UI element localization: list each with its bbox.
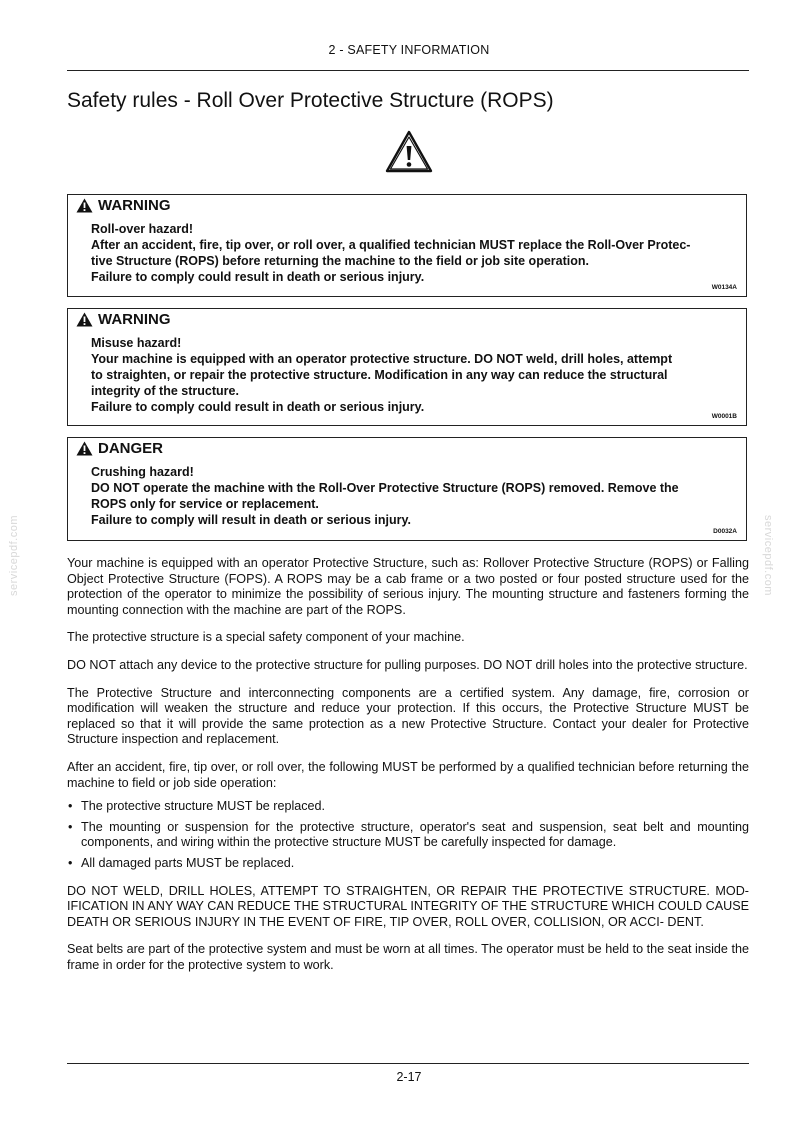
warning-box-rollover: [67, 194, 747, 297]
hazard-text-line: ROPS only for service or replacement.: [91, 497, 319, 511]
hazard-triangle-exclamation-icon: [384, 129, 434, 174]
hazard-heading: WARNING: [98, 197, 171, 214]
hazard-type: Roll-over hazard!: [91, 222, 194, 236]
bullet-icon: •: [68, 855, 73, 870]
danger-box-crushing: [67, 437, 747, 541]
alert-triangle-icon: [76, 441, 93, 456]
hazard-code: W0134A: [711, 284, 737, 291]
hazard-code: W0001B: [711, 413, 737, 420]
alert-triangle-icon: [76, 198, 93, 213]
hazard-consequence: Failure to comply will result in death or serious injury.: [91, 513, 411, 527]
paragraph: After an accident, fire, tip over, or roll over, the following MUST be performed by a qualified technician before returning the machine to field or job side operation:: [67, 759, 749, 790]
paragraph: Your machine is equipped with an operator Protective Structure, such as: Rollover Protective Structure (ROPS) or Falling Object Protective Structure (FOPS). A ROPS may be a cab frame or a two posted or four posted structure used for the protection of the operator to minimize the possibility of serious injury. The mounting structure and fasteners forming the mounting connection with the machine are part of the ROPS.: [67, 556, 749, 617]
list-item: • The protective structure MUST be replaced.: [68, 799, 326, 814]
header-rule: [67, 70, 749, 71]
hazard-text-line: integrity of the structure.: [91, 384, 239, 398]
paragraph: DO NOT attach any device to the protective structure for pulling purposes. DO NOT drill holes into the protective structure.: [67, 657, 748, 672]
watermark-right: servicepdf.com: [762, 515, 774, 596]
paragraph-caps-warning: DO NOT WELD, DRILL HOLES, ATTEMPT TO STRAIGHTEN, OR REPAIR THE PROTECTIVE STRUCTURE. MOD- IFICATION IN ANY WAY CAN REDUCE THE STRUCTURAL INTEGRITY OF THE STRUCTURE WHICH COULD CAUSE DEATH OR SERIOUS INJURY IN THE EVENT OF FIRE, TIP OVER, ROLL OVER, COLLISION, OR ACCI- DENT.: [67, 883, 749, 929]
bullet-list: [67, 799, 749, 871]
page-title: Safety rules - Roll Over Protective Structure (ROPS): [67, 89, 554, 112]
body-content: [67, 556, 749, 985]
watermark-left: servicepdf.com: [8, 515, 20, 596]
hazard-consequence: Failure to comply could result in death or serious injury.: [91, 400, 425, 414]
hazard-code: D0032A: [713, 528, 737, 535]
hazard-heading: DANGER: [98, 440, 164, 457]
page-number: 2-17: [396, 1070, 422, 1084]
hazard-text-line: After an accident, fire, tip over, or roll over, a qualified technician MUST replace the Roll-Over Protec-: [91, 238, 691, 252]
list-item: • All damaged parts MUST be replaced.: [68, 855, 295, 870]
footer-rule: [67, 1063, 749, 1064]
hazard-heading: WARNING: [98, 311, 171, 328]
hazard-type: Misuse hazard!: [91, 336, 182, 350]
bullet-icon: •: [68, 799, 73, 814]
warning-box-misuse: [67, 308, 747, 426]
bullet-icon: •: [68, 819, 73, 834]
alert-triangle-icon: [76, 312, 93, 327]
paragraph: The Protective Structure and interconnecting components are a certified system. Any damage, fire, corrosion or modification will weaken the structure and reduce your protection. If this occurs, the Protective Structure MUST be replaced so that it will provide the same protection as a new Protective Structure. Contact your dealer for Protective Structure inspection and replacement.: [67, 685, 749, 747]
paragraph: Seat belts are part of the protective system and must be worn at all times. The operator must be held to the seat inside the frame in order for the protective system to work.: [67, 942, 749, 972]
hazard-consequence: Failure to comply could result in death or serious injury.: [91, 270, 425, 284]
hazard-text-line: DO NOT operate the machine with the Roll-Over Protective Structure (ROPS) removed. Remove the: [91, 481, 679, 495]
list-item: • The mounting or suspension for the protective structure, operator's seat and suspension, seat belt and mounting components, and wiring within the protective structure MUST be carefully inspected for damage.: [68, 819, 749, 850]
paragraph: The protective structure is a special safety component of your machine.: [67, 630, 465, 645]
hazard-text-line: Your machine is equipped with an operator protective structure. DO NOT weld, drill holes, attempt: [91, 352, 673, 366]
section-header: 2 - SAFETY INFORMATION: [328, 43, 490, 57]
hazard-text-line: to straighten, or repair the protective structure. Modification in any way can reduce the structural: [91, 368, 668, 382]
hazard-type: Crushing hazard!: [91, 465, 194, 479]
hazard-text-line: tive Structure (ROPS) before returning the machine to the field or job site operation.: [91, 254, 589, 268]
